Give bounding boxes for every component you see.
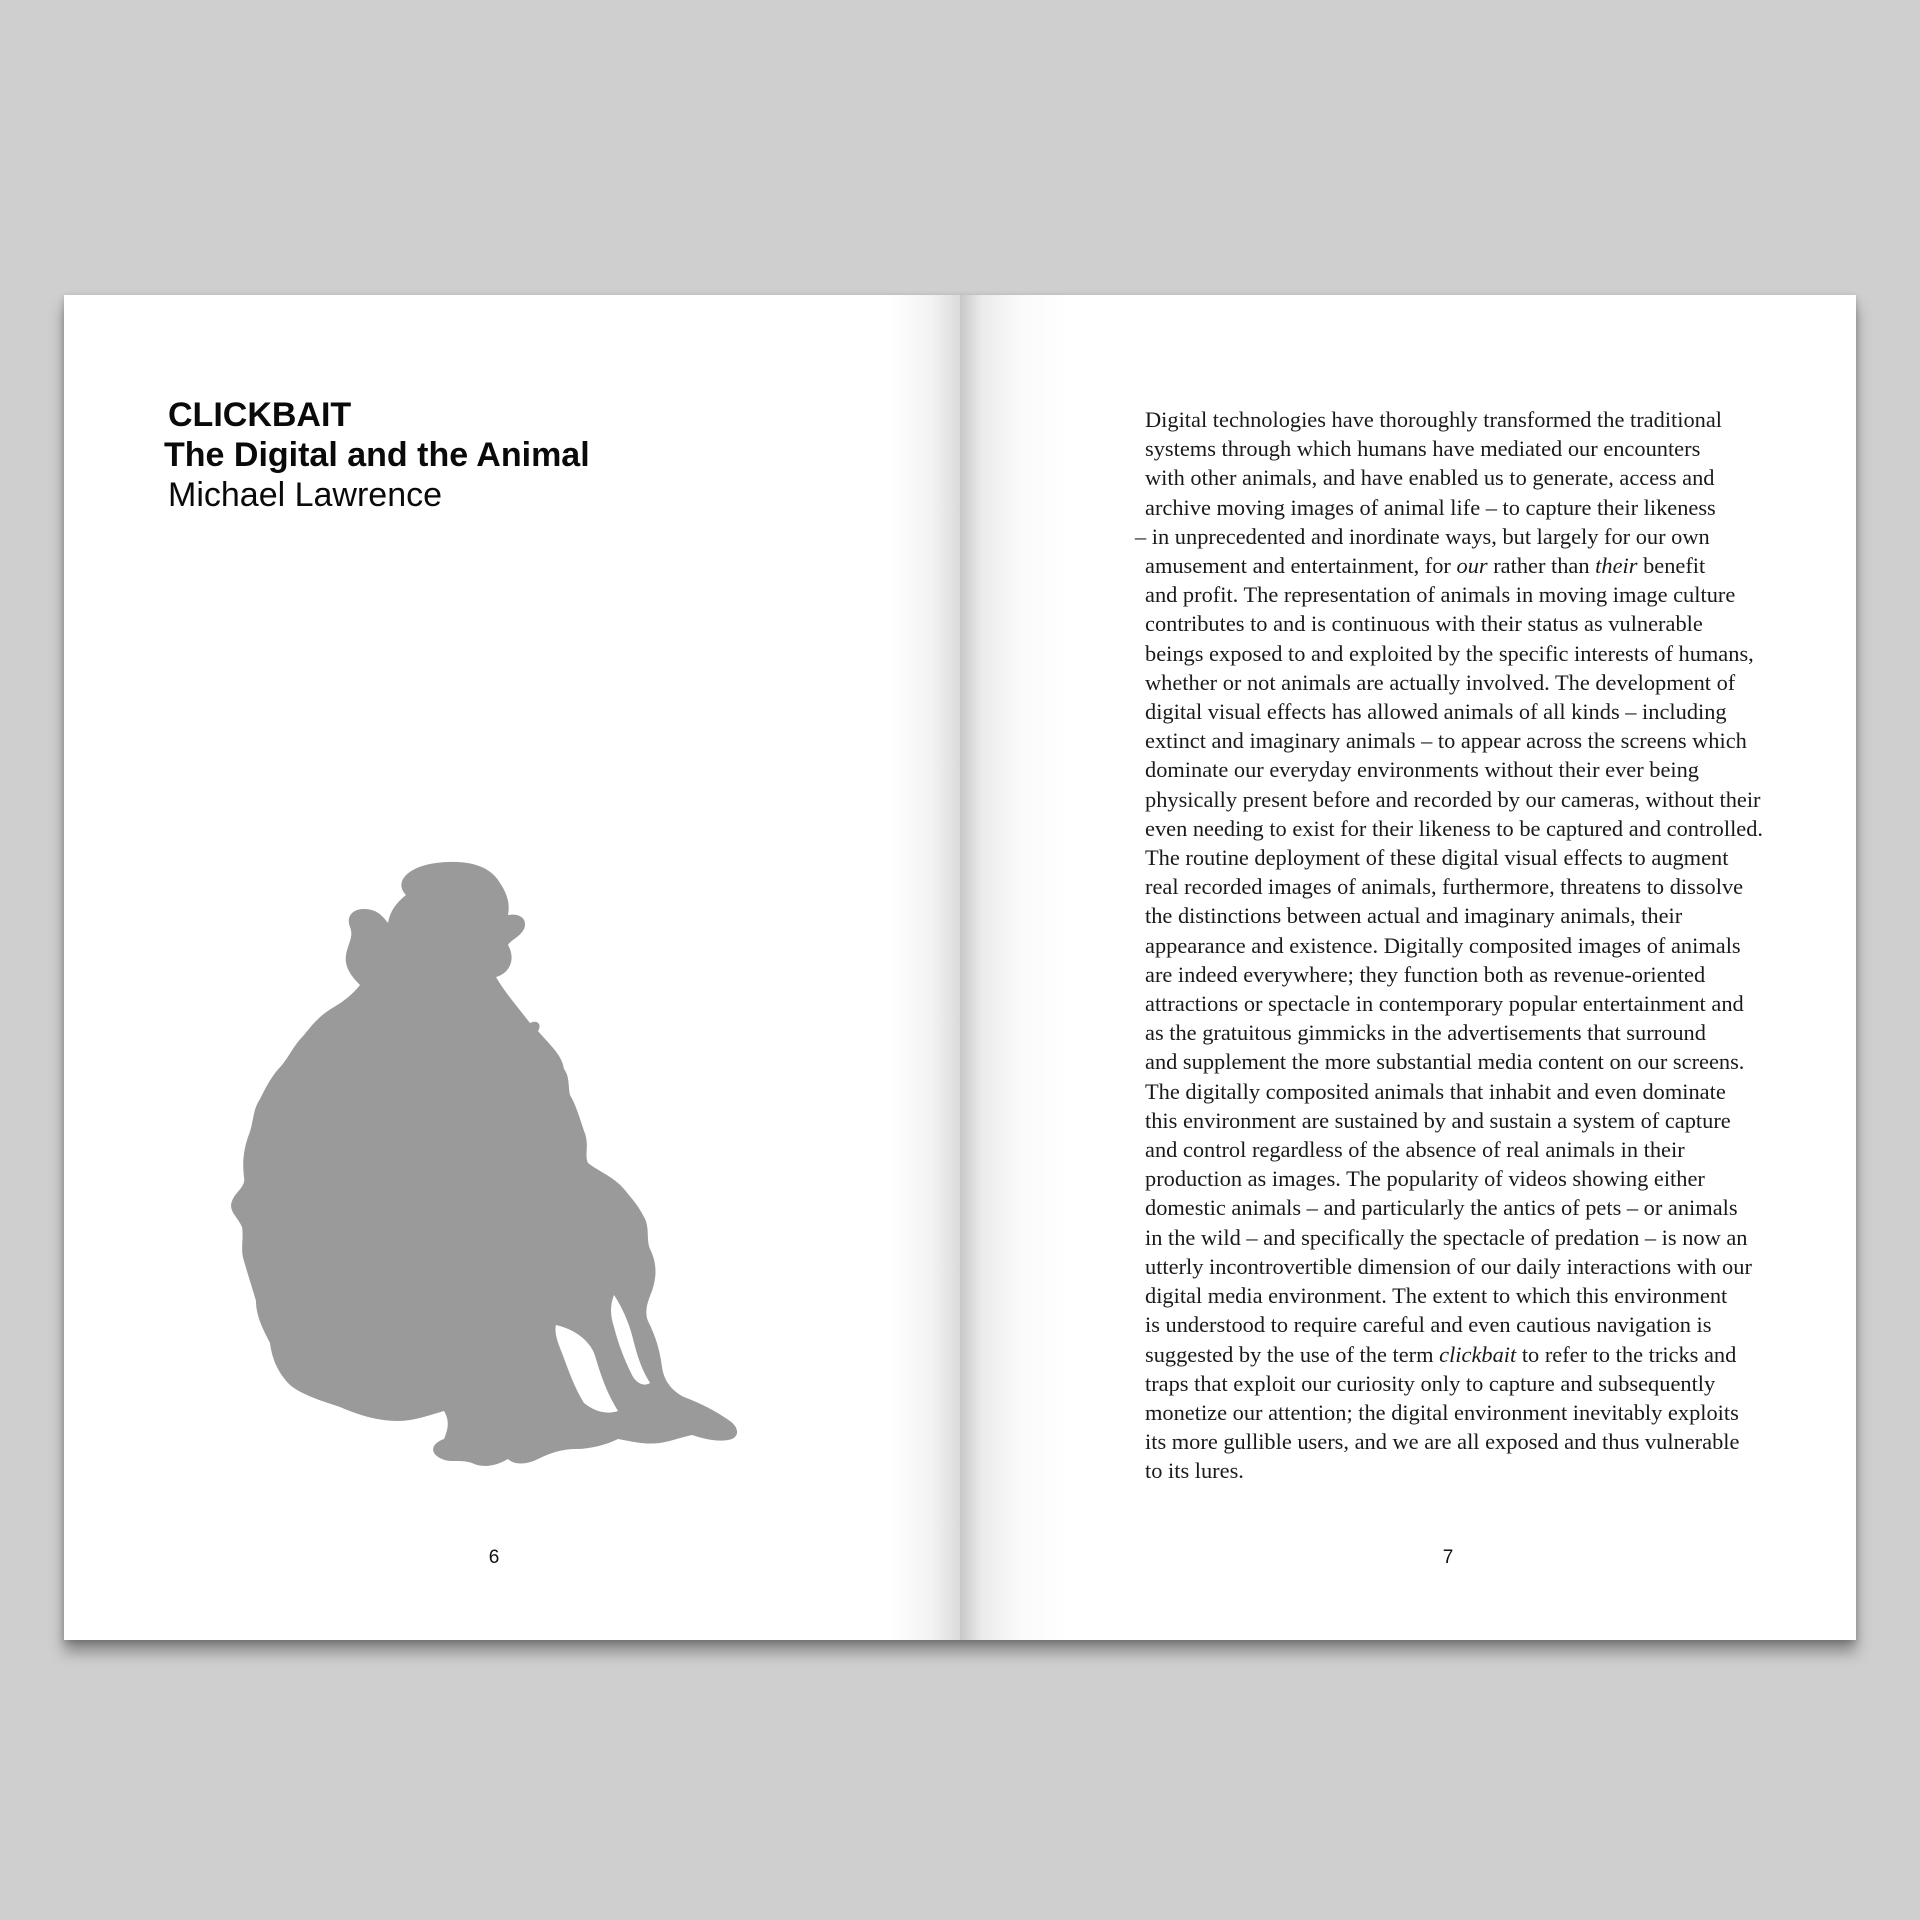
italic-word: clickbait bbox=[1439, 1341, 1517, 1367]
gutter-shadow-left bbox=[890, 295, 960, 1640]
text-line: this environment are sustained by and sustain a system of capture bbox=[1145, 1107, 1731, 1133]
text-line: systems through which humans have mediated our encounters bbox=[1145, 436, 1701, 462]
text-line: with other animals, and have enabled us to generate, access and bbox=[1145, 465, 1715, 491]
text-line: and supplement the more substantial media content on our screens. bbox=[1145, 1049, 1745, 1075]
book-subtitle: The Digital and the Animal bbox=[164, 436, 590, 474]
text-line: contributes to and is continuous with their status as vulnerable bbox=[1145, 611, 1703, 637]
text-line: are indeed everywhere; they function both as revenue-oriented bbox=[1145, 961, 1706, 987]
page-number-left: 6 bbox=[488, 1547, 500, 1568]
text-line bbox=[1145, 1340, 1825, 1369]
text-line: beings exposed to and exploited by the specific interests of humans, bbox=[1145, 640, 1754, 666]
chimpanzee-silhouette-icon bbox=[144, 855, 864, 1555]
text-line: archive moving images of animal life – to capture their likeness bbox=[1145, 494, 1716, 520]
text-line: attractions or spectacle in contemporary popular entertainment and bbox=[1145, 991, 1744, 1017]
page-number-right: 7 bbox=[1442, 1547, 1454, 1568]
text-line: appearance and existence. Digitally composited images of animals bbox=[1145, 932, 1741, 958]
gutter-shadow-right bbox=[960, 295, 1070, 1640]
text-line: whether or not animals are actually involved. The development of bbox=[1145, 669, 1736, 695]
text-run: to refer to the tricks and bbox=[1516, 1341, 1737, 1367]
text-line: is understood to require careful and even cautious navigation is bbox=[1145, 1312, 1712, 1338]
text-line: the distinctions between actual and imaginary animals, their bbox=[1145, 903, 1683, 929]
text-run: suggested by the use of the term bbox=[1145, 1341, 1440, 1367]
italic-word: their bbox=[1595, 553, 1638, 579]
text-line: production as images. The popularity of videos showing either bbox=[1145, 1166, 1705, 1192]
text-line: real recorded images of animals, furthermore, threatens to dissolve bbox=[1145, 874, 1744, 900]
text-line: utterly incontrovertible dimension of our daily interactions with our bbox=[1145, 1253, 1752, 1279]
text-line: dominate our everyday environments without their ever being bbox=[1145, 757, 1700, 783]
left-page bbox=[64, 295, 960, 1640]
text-line: monetize our attention; the digital environment inevitably exploits bbox=[1145, 1399, 1739, 1425]
text-line: domestic animals – and particularly the antics of pets – or animals bbox=[1145, 1195, 1738, 1221]
text-run: amusement and entertainment, for bbox=[1145, 553, 1457, 579]
text-line: as the gratuitous gimmicks in the advertisements that surround bbox=[1145, 1020, 1706, 1046]
title-block bbox=[164, 395, 590, 515]
italic-word: our bbox=[1456, 553, 1488, 579]
text-line: – in unprecedented and inordinate ways, but largely for our own bbox=[1135, 523, 1710, 549]
text-line bbox=[1145, 551, 1825, 580]
text-line: its more gullible users, and we are all exposed and thus vulnerable bbox=[1145, 1429, 1740, 1455]
text-line: physically present before and recorded by our cameras, without their bbox=[1145, 786, 1761, 812]
text-line: and profit. The representation of animals in moving image culture bbox=[1145, 582, 1736, 608]
right-page bbox=[960, 295, 1856, 1640]
text-line: Digital technologies have thoroughly transformed the traditional bbox=[1145, 407, 1723, 432]
text-line: digital media environment. The extent to which this environment bbox=[1145, 1283, 1728, 1309]
book-spread bbox=[64, 295, 1856, 1640]
text-line: and control regardless of the absence of real animals in their bbox=[1145, 1137, 1685, 1163]
essay-body-text bbox=[1135, 405, 1825, 1486]
text-run: rather than bbox=[1487, 553, 1596, 579]
author-name: Michael Lawrence bbox=[168, 476, 443, 514]
text-line: digital visual effects has allowed animals of all kinds – including bbox=[1145, 699, 1727, 725]
book-title: CLICKBAIT bbox=[168, 396, 352, 434]
text-line: The routine deployment of these digital visual effects to augment bbox=[1145, 845, 1729, 871]
text-line: The digitally composited animals that inhabit and even dominate bbox=[1145, 1078, 1726, 1104]
text-line: traps that exploit our curiosity only to capture and subsequently bbox=[1145, 1370, 1716, 1396]
text-run: benefit bbox=[1637, 553, 1706, 579]
text-line: extinct and imaginary animals – to appear across the screens which bbox=[1145, 728, 1747, 754]
text-line: in the wild – and specifically the spectacle of predation – is now an bbox=[1145, 1224, 1748, 1250]
text-line: even needing to exist for their likeness to be captured and controlled. bbox=[1145, 815, 1764, 841]
text-line: to its lures. bbox=[1145, 1458, 1244, 1484]
